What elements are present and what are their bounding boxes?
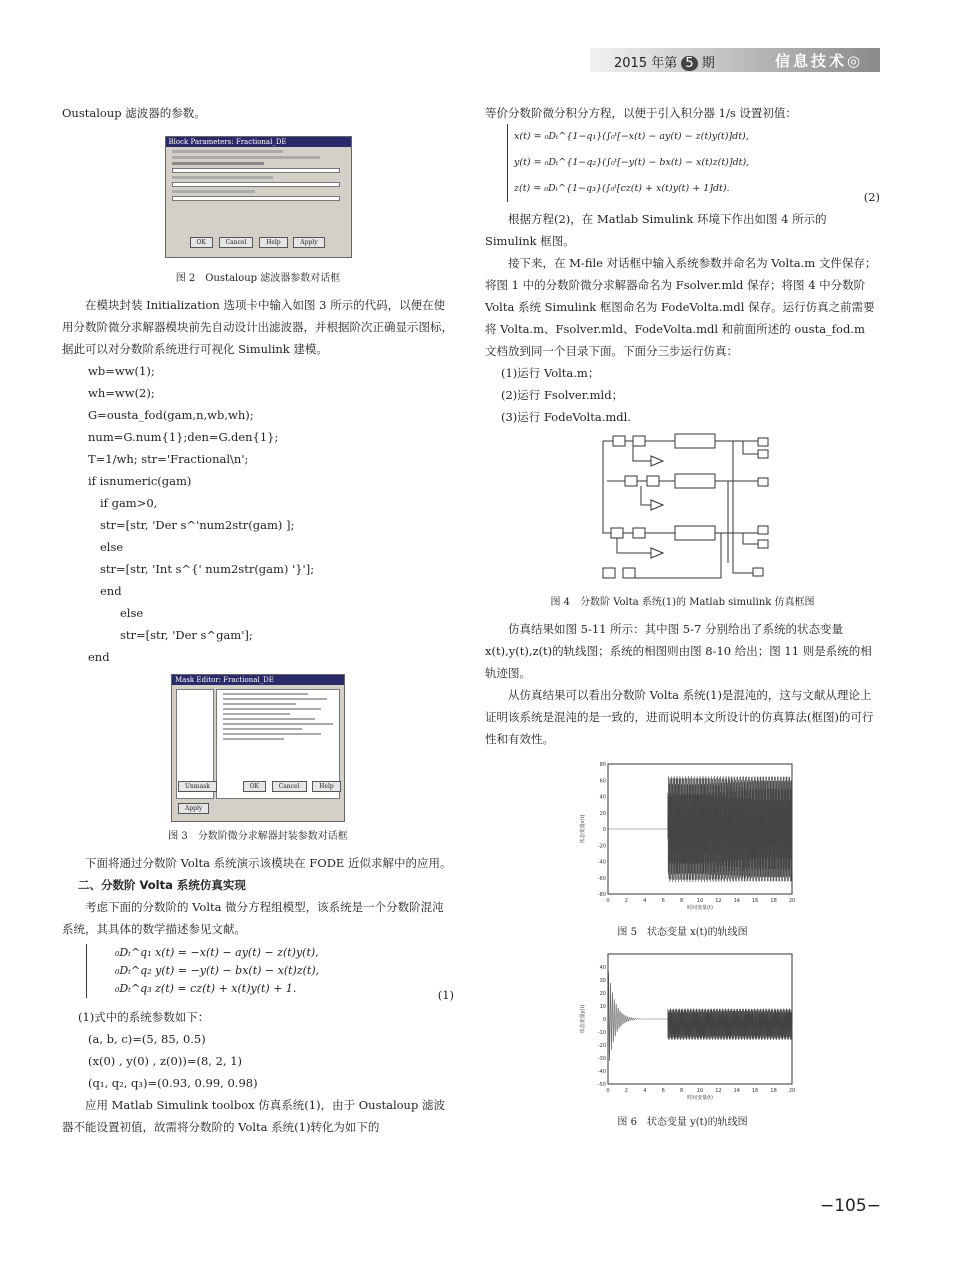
figure-5-caption: 图 5 状态变量 x(t)的轨线图 (617, 927, 748, 938)
y-tick-label: 40 (599, 794, 606, 801)
dialog-field (172, 196, 341, 201)
param-line: (a, b, c)=(5, 85, 0.5) (88, 1032, 206, 1046)
y-axis-label: 状态变量y(t) (579, 1004, 586, 1034)
equation-number: (1) (437, 988, 454, 1002)
y-tick-label: 10 (599, 1004, 606, 1010)
figure-6-caption: 图 6 状态变量 y(t)的轨线图 (617, 1117, 748, 1128)
paragraph: 接下来，在 M-file 对话框中输入系统参数并命名为 Volta.m 文件保存；将图 1 中的分数阶微分求解器命名为 Fsolver.mld 保存；将图 4 中分数阶 Volta 系统 Simulink 框图命名为 FodeVolta.mdl 保存。运行仿真之前需要将 Volta.m、Fsolver.mld、FodeVolta.mdl 和前面所述的 ousta_fod.m 文档放到同一个目录下面。下面分三步运行仿真： (485, 256, 877, 358)
code-block (62, 646, 454, 668)
y-tick-label: -20 (597, 843, 606, 850)
simulink-block-diagram (593, 428, 773, 588)
code-block (62, 602, 454, 624)
y-tick-label: 20 (599, 991, 606, 997)
x-axis-label: 时间变量(t) (686, 905, 713, 911)
dialog-title: Mask Editor: Fractional_DE (172, 675, 344, 685)
x-tick-label: 18 (769, 898, 777, 904)
code-line: if gam>0, (100, 496, 158, 510)
figure-5-chart (568, 758, 798, 918)
code-line: end (88, 650, 110, 664)
code-line (223, 738, 284, 740)
help-button[interactable]: Help (259, 237, 288, 248)
code-line (223, 733, 321, 735)
equation-line: ₀Dₜ^q₂ y(t) = −y(t) − bx(t) − x(t)z(t), (115, 964, 320, 977)
issue-suffix: 期 (701, 56, 715, 71)
journal-issue (614, 52, 715, 71)
code-line: end (100, 584, 122, 598)
paragraph: 根据方程(2)，在 Matlab Simulink 环境下作出如图 4 所示的 Simulink 框图。 (485, 212, 827, 248)
dialog-line (172, 150, 283, 153)
y-tick-label: -40 (597, 1069, 606, 1075)
step-item: (1)运行 Volta.m； (501, 366, 600, 380)
x-tick-label: 14 (733, 898, 740, 904)
ok-button[interactable]: OK (243, 781, 266, 792)
cancel-button[interactable]: Cancel (272, 781, 307, 792)
paragraph: 等价分数阶微分积分方程，以便于引入积分器 1/s 设置初值： (485, 106, 797, 120)
code-line (223, 693, 308, 695)
equation-line: x(t) = ₀Dₜ^{1−q₁}(∫₀ᵗ[−x(t) − ay(t) − z(t)y(t)]dt), (514, 131, 749, 142)
paragraph: 应用 Matlab Simulink toolbox 仿真系统(1)，由于 Oustaloup 滤波器不能设置初值，故需将分数阶的 Volta 系统(1)转化为如下的 (62, 1098, 445, 1134)
y-tick-label: 30 (599, 978, 606, 984)
x-tick-label: 10 (696, 1088, 703, 1094)
code-line: if isnumeric(gam) (88, 474, 192, 488)
y-tick-label: -50 (597, 1082, 606, 1088)
journal-brand: 信息技术◎ (775, 52, 864, 70)
x-tick-label: 12 (714, 898, 722, 904)
y-tick-label: 60 (599, 778, 606, 785)
y-tick-label: -20 (597, 1043, 606, 1049)
code-line: str=[str, 'Int s^{' num2str(gam) '}']; (100, 562, 315, 576)
y-tick-label: 20 (599, 810, 606, 817)
page-number: −105− (820, 1196, 881, 1216)
code-line: str=[str, 'Der s^gam']; (120, 628, 253, 642)
x-trajectory-chart (568, 758, 798, 918)
code-line: num=G.num{1};den=G.den{1}; (88, 430, 279, 444)
paragraph: 仿真结果如图 5-11 所示：其中图 5-7 分别给出了系统的状态变量 x(t),y(t),z(t)的轨线图；系统的相图则由图 8-10 给出；图 11 则是系统的相轨迹图。 (485, 622, 872, 680)
code-line: wh=ww(2); (88, 386, 155, 400)
x-tick-label: 0 (605, 1088, 610, 1094)
params-intro: (1)式中的系统参数如下： (78, 1010, 210, 1024)
equation-line: z(t) = ₀Dₜ^{1−q₃}(∫₀ᵗ[cz(t) + x(t)y(t) + 1]dt). (514, 183, 730, 194)
y-tick-label: -10 (597, 1030, 606, 1036)
x-tick-label: 14 (733, 1088, 740, 1094)
figure-4-caption: 图 4 分数阶 Volta 系统(1)的 Matlab simulink 仿真框图 (550, 597, 815, 608)
x-tick-label: 8 (679, 898, 683, 904)
figure-4-simulink-diagram (593, 428, 773, 588)
x-tick-label: 10 (696, 898, 703, 904)
equation-line: ₀Dₜ^q₃ z(t) = cz(t) + x(t)y(t) + 1. (115, 982, 297, 995)
dialog-buttons (188, 229, 325, 251)
x-tick-label: 20 (788, 1088, 795, 1094)
code-line (223, 698, 327, 700)
ok-button[interactable]: OK (190, 237, 213, 248)
x-tick-label: 4 (642, 1088, 646, 1094)
x-tick-label: 12 (714, 1088, 722, 1094)
y-tick-label: -60 (597, 875, 606, 882)
dialog-line (172, 162, 265, 165)
dialog-buttons (176, 773, 344, 817)
issue-number: 5 (681, 56, 697, 71)
y-tick-label: -30 (597, 1056, 606, 1062)
param-line: (x(0) , y(0) , z(0))=(8, 2, 1) (88, 1054, 242, 1068)
code-line (223, 718, 315, 720)
issue-prefix: 2015 年第 (614, 56, 678, 71)
code-line (223, 713, 290, 715)
code-block (62, 624, 454, 646)
paragraph: 从仿真结果可以看出分数阶 Volta 系统(1)是混沌的，这与文献从理论上证明该系统是混沌的是一致的，进而说明本文所设计的仿真算法(框图)的可行性和有效性。 (485, 688, 874, 746)
x-tick-label: 6 (661, 898, 665, 904)
apply-button[interactable]: Apply (178, 803, 209, 814)
step-item: (3)运行 FodeVolta.mdl. (501, 410, 631, 424)
figure-3-dialog (171, 674, 345, 822)
y-tick-label: 80 (599, 762, 606, 768)
dialog-field (172, 168, 341, 173)
x-tick-label: 18 (769, 1088, 777, 1094)
dialog-title: Block Parameters: Fractional_DE (166, 137, 351, 147)
equation-line: ₀Dₜ^q₁ x(t) = −x(t) − ay(t) − z(t)y(t), (115, 946, 319, 959)
x-tick-label: 6 (661, 1088, 665, 1094)
help-button[interactable]: Help (312, 781, 341, 792)
figure-6-chart (568, 948, 798, 1108)
right-column (485, 102, 880, 1138)
figure-2-caption: 图 2 Oustaloup 滤波器参数对话框 (175, 273, 341, 284)
y-tick-label: 0 (602, 827, 606, 833)
equation-number: (2) (863, 190, 880, 204)
paragraph: 考虑下面的分数阶的 Volta 微分方程组模型，该系统是一个分数阶混沌系统，其具体的数学描述参见文献。 (62, 900, 444, 936)
unmask-button[interactable]: Unmask (178, 781, 217, 792)
x-tick-label: 2 (624, 1088, 628, 1094)
intro-text: Oustaloup 滤波器的参数。 (62, 106, 206, 120)
code-line: else (120, 606, 144, 620)
x-tick-label: 4 (642, 898, 646, 904)
step-item: (2)运行 Fsolver.mld； (501, 388, 624, 402)
x-tick-label: 16 (751, 1088, 758, 1094)
code-block (62, 492, 454, 602)
section-heading: 二、分数阶 Volta 系统仿真实现 (78, 878, 246, 892)
dialog-field (172, 182, 341, 187)
x-tick-label: 8 (679, 1088, 683, 1094)
dialog-line (172, 190, 255, 193)
equation-line: y(t) = ₀Dₜ^{1−q₂}(∫₀ᵗ[−y(t) − bx(t) − x(t)z(t)]dt), (514, 157, 750, 168)
figure-3-caption: 图 3 分数阶微分求解器封装参数对话框 (168, 831, 348, 842)
code-line (223, 723, 333, 725)
code-line: wb=ww(1); (88, 364, 155, 378)
x-tick-label: 20 (788, 898, 795, 904)
code-block (62, 360, 454, 492)
apply-button[interactable]: Apply (293, 237, 324, 248)
figure-2-dialog (165, 136, 352, 258)
code-line: G=ousta_fod(gam,n,wb,wh); (88, 408, 254, 422)
cancel-button[interactable]: Cancel (219, 237, 254, 248)
y-tick-label: 40 (599, 965, 606, 971)
paragraph: 在模块封装 Initialization 选项卡中输入如图 3 所示的代码，以便在使用分数阶微分求解器模块前先自动设计出滤波器，并根据阶次正确显示图标，据此可以对分数阶系统进行可视化 Simulink 建模。 (62, 298, 453, 356)
y-trajectory-chart (568, 948, 798, 1108)
y-tick-label: 0 (602, 1017, 606, 1023)
code-line (223, 708, 321, 710)
dialog-line (172, 156, 320, 159)
x-tick-label: 16 (751, 898, 758, 904)
y-tick-label: -40 (597, 859, 606, 866)
y-tick-label: -80 (597, 892, 606, 898)
code-line (223, 728, 302, 730)
x-axis-label: 时间变量(t) (686, 1095, 713, 1101)
dialog-line (172, 176, 274, 179)
code-line: str=[str, 'Der s^'num2str(gam) ]; (100, 518, 295, 532)
x-tick-label: 0 (605, 898, 610, 904)
param-line: (q₁, q₂, q₃)=(0.93, 0.99, 0.98) (88, 1076, 258, 1090)
left-column (62, 102, 454, 1138)
paragraph: 下面将通过分数阶 Volta 系统演示该模块在 FODE 近似求解中的应用。 (85, 856, 452, 870)
code-line (223, 703, 296, 705)
code-line: T=1/wh; str='Fractional\n'; (88, 452, 249, 466)
x-tick-label: 2 (624, 898, 628, 904)
y-axis-label: 状态变量x(t) (579, 814, 586, 844)
code-line: else (100, 540, 124, 554)
